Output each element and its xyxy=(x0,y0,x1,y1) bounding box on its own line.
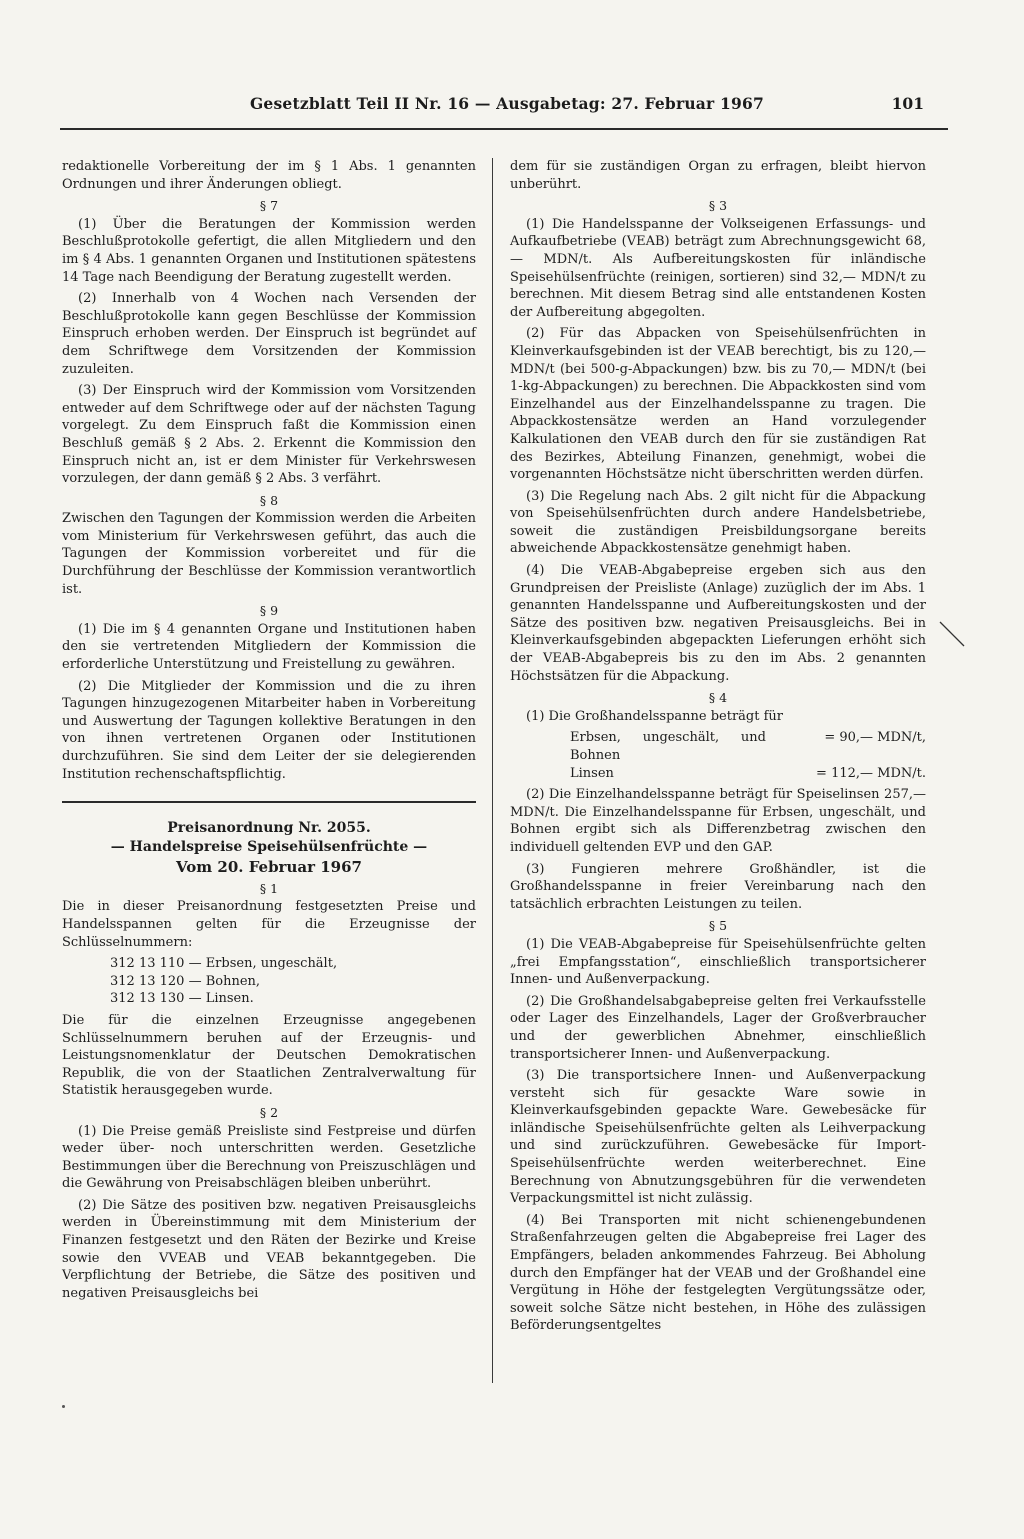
paragraph: (1) Die Handelsspanne der Volkseigenen Erfassungs- und Aufkaufbetriebe (VEAB) beträgt zum Abrechnungsgewicht 68,— MDN/t. Als Aufbereitungskosten für inländische Speisehülsenfrüchte (reinigen, sortieren) sind 32,— MDN/t zu berechnen. Mit diesem Betrag sind alle entstandenen Kosten der Aufbereitung abgegolten. xyxy=(510,216,926,320)
code-list xyxy=(110,955,476,1008)
table-row xyxy=(510,729,926,764)
code-item: 312 13 120 — Bohnen, xyxy=(110,973,261,989)
paragraph: (1) Die Großhandelsspanne beträgt für xyxy=(526,708,783,724)
table-row xyxy=(510,765,926,783)
section-heading: § 4 xyxy=(708,690,728,706)
paragraph: dem für sie zuständigen Organ zu erfragen, bleibt hiervon unberührt. xyxy=(510,159,926,192)
paragraph: (3) Die Regelung nach Abs. 2 gilt nicht für die Abpackung von Speisehülsenfrüchten durch andere Handelsbetriebe, soweit die zuständigen Preisbildungsorgane bereits abweichende Abpackkostensätze genehmigt haben. xyxy=(510,488,926,557)
header-title: Gesetzblatt Teil II Nr. 16 — Ausgabetag: 27. Februar 1967 xyxy=(250,94,764,113)
section-heading: § 5 xyxy=(708,918,728,934)
page-number: 101 xyxy=(891,94,924,113)
ordinance-subtitle: — Handelspreise Speisehülsenfrüchte — xyxy=(110,839,428,856)
section-heading: § 7 xyxy=(259,198,279,214)
paragraph: (3) Der Einspruch wird der Kommission vom Vorsitzenden entweder auf dem Schriftwege oder auf der nächsten Tagung vorgelegt. Zu dem Einspruch faßt die Kommission einen Beschluß gemäß § 2 Abs. 2. Erkennt die Kommission den Einspruch nicht an, ist er dem Minister für Verkehrswesen vorzulegen, der dann gemäß § 2 Abs. 3 verfährt. xyxy=(62,383,476,487)
section-divider xyxy=(62,801,476,803)
paragraph: (4) Die VEAB-Abgabepreise ergeben sich aus den Grundpreisen der Preisliste (Anlage) zuzüglich der im Abs. 1 genannten Handelsspanne und Aufbereitungskosten und der Sätze des positiven bzw. negativen Preisausgleichs. Bei in Kleinverkaufsgebinden abgepackten Lieferungen erhöht sich der VEAB-Abgabepreis bis zu den im Abs. 2 genannten Höchstsätzen für die Abpackung. xyxy=(510,563,926,684)
paragraph: (1) Über die Beratungen der Kommission werden Beschlußprotokolle gefertigt, die allen Mitgliedern und den im § 4 Abs. 1 genannten Organen und Institutionen spätestens 14 Tage nach Beendigung der Beratung zugestellt werden. xyxy=(62,216,476,285)
paragraph: (4) Bei Transporten mit nicht schienengebundenen Straßenfahrzeugen gelten die Abgabepreise frei Lager des Empfängers, beladen ankommendes Fahrzeug. Bei Abholung durch den Empfänger hat der VEAB und der Großhandel eine Vergütung in Höhe der festgelegten Vergütungssätze oder, soweit solche Sätze nicht bestehen, in Höhe des zulässigen Beförderungsentgeltes xyxy=(510,1212,926,1334)
section-heading: § 3 xyxy=(708,198,728,214)
column-divider xyxy=(492,158,493,1383)
right-column xyxy=(510,158,926,1339)
scan-speck xyxy=(62,1405,65,1408)
paragraph: (2) Innerhalb von 4 Wochen nach Versenden der Beschlußprotokolle kann gegen Beschlüsse der Kommission Einspruch erhoben werden. Der Einspruch ist begründet auf dem Schriftwege dem Vorsitzenden der Kommission zuzuleiten. xyxy=(62,291,476,377)
paragraph: (1) Die VEAB-Abgabepreise für Speisehülsenfrüchte gelten „frei Empfangsstation“, einschließlich transportsicherer Innen- und Außenverpackung. xyxy=(510,936,926,988)
paragraph: redaktionelle Vorbereitung der im § 1 Abs. 1 genannten Ordnungen und ihrer Änderungen obliegt. xyxy=(62,159,476,192)
section-heading: § 2 xyxy=(259,1104,279,1120)
left-column xyxy=(62,158,476,1306)
paragraph: Zwischen den Tagungen der Kommission werden die Arbeiten vom Ministerium für Verkehrswesen geführt, das auch die Tagungen der Kommission vorbereitet und für die Durchführung der Beschlüsse der Kommission verantwortlich ist. xyxy=(62,511,476,597)
paragraph: (2) Die Mitglieder der Kommission und die zu ihren Tagungen hinzugezogenen Mitarbeiter haben in Vorbereitung und Auswertung der Tagungen kollektive Beratungen in den von ihnen vertretenen Organen oder Institutionen durchzuführen. Sie sind dem Leiter der sie delegierenden Institution rechenschaftspflichtig. xyxy=(62,678,476,782)
paragraph: (1) Die im § 4 genannten Organe und Institutionen haben den sie vertretenden Mitgliedern der Kommission die erforderliche Unterstützung und Freistellung zu gewähren. xyxy=(62,621,476,673)
section-heading: § 9 xyxy=(259,603,279,619)
margin-table xyxy=(510,729,926,782)
row-value: = 90,— MDN/t, xyxy=(824,730,926,746)
ordinance-date: Vom 20. Februar 1967 xyxy=(176,858,362,877)
code-item: 312 13 130 — Linsen. xyxy=(110,991,254,1007)
paragraph: Die in dieser Preisanordnung festgesetzten Preise und Handelsspannen gelten für die Erzeugnisse der Schlüsselnummern: xyxy=(62,899,476,950)
row-label: Erbsen, ungeschält, und Bohnen xyxy=(570,730,766,763)
section-heading: § 1 xyxy=(259,880,279,896)
paragraph: Die für die einzelnen Erzeugnisse angegebenen Schlüsselnummern beruhen auf der Erzeugnis- und Leistungsnomenklatur der Deutschen Demokratischen Republik, die von der Staatlichen Zentralverwaltung für Statistik herausgegeben wurde. xyxy=(62,1012,476,1099)
code-item: 312 13 110 — Erbsen, ungeschält, xyxy=(110,956,338,972)
paragraph: (3) Die transportsichere Innen- und Außenverpackung versteht sich für gesackte Ware sowie in Kleinverkaufsgebinden gepackte Ware. Gewebesäcke für inländische Speisehülsenfrüchte gelten als Leihverpackung und sind zurückzuführen. Gewebesäcke für Import-Speisehülsenfrüchte werden weiterberechnet. Eine Berechnung von Abnutzungsgebühren für die verwendeten Verpackungsmittel ist nicht zulässig. xyxy=(510,1068,926,1207)
paragraph: (2) Die Großhandelsabgabepreise gelten frei Verkaufsstelle oder Lager des Einzelhandels, Lager der Großverbraucher und der gewerblichen Abnehmer, einschließlich transportsicherer Innen- und Außenverpackung. xyxy=(510,993,926,1062)
row-label: Linsen xyxy=(570,765,614,781)
row-value: = 112,— MDN/t. xyxy=(816,765,926,781)
paragraph: (3) Fungieren mehrere Großhändler, ist die Großhandelsspanne in freier Vereinbarung nach den tatsächlich erbrachten Leistungen zu teilen. xyxy=(510,861,926,912)
paragraph: (1) Die Preise gemäß Preisliste sind Festpreise und dürfen weder über- noch unterschritten werden. Gesetzliche Bestimmungen über die Berechnung von Preiszuschlägen und die Gewährung von Preisabschlägen bleiben unberührt. xyxy=(62,1123,476,1192)
section-heading: § 8 xyxy=(259,492,279,508)
paragraph: (2) Die Sätze des positiven bzw. negativen Preisausgleichs werden in Übereinstimmung mit dem Ministerium der Finanzen festgesetzt und den Räten der Bezirke und Kreise sowie den VVEAB und VEAB bekanntgegeben. Die Verpflichtung der Betriebe, die Sätze des positiven und negativen Preisausgleichs bei xyxy=(62,1197,476,1301)
margin-pen-mark xyxy=(938,620,968,650)
ordinance-title: Preisanordnung Nr. 2055. xyxy=(167,820,371,837)
page-header xyxy=(60,88,948,130)
paragraph: (2) Die Einzelhandelsspanne beträgt für Speiselinsen 257,— MDN/t. Die Einzelhandelsspanne für Erbsen, ungeschält, und Bohnen ergibt sich als Differenzbetrag zwischen den individuell geltenden EVP und den GAP. xyxy=(510,787,926,855)
paragraph: (2) Für das Abpacken von Speisehülsenfrüchten in Kleinverkaufsgebinden ist der VEAB berechtigt, bis zu 120,— MDN/t (bei 500-g-Abpackungen) bzw. bis zu 70,— MDN/t (bei 1-kg-Abpackungen) zu berechnen. Die Abpackkosten sind vom Einzelhandel aus der Einzelhandelsspanne zu tragen. Die Abpackkostensätze werden an Hand vorzulegender Kalkulationen den VEAB durch den für sie zuständigen Rat des Bezirkes, Abteilung Finanzen, genehmigt, wobei die vorgenannten Höchstsätze nicht überschritten werden dürfen. xyxy=(510,326,926,483)
